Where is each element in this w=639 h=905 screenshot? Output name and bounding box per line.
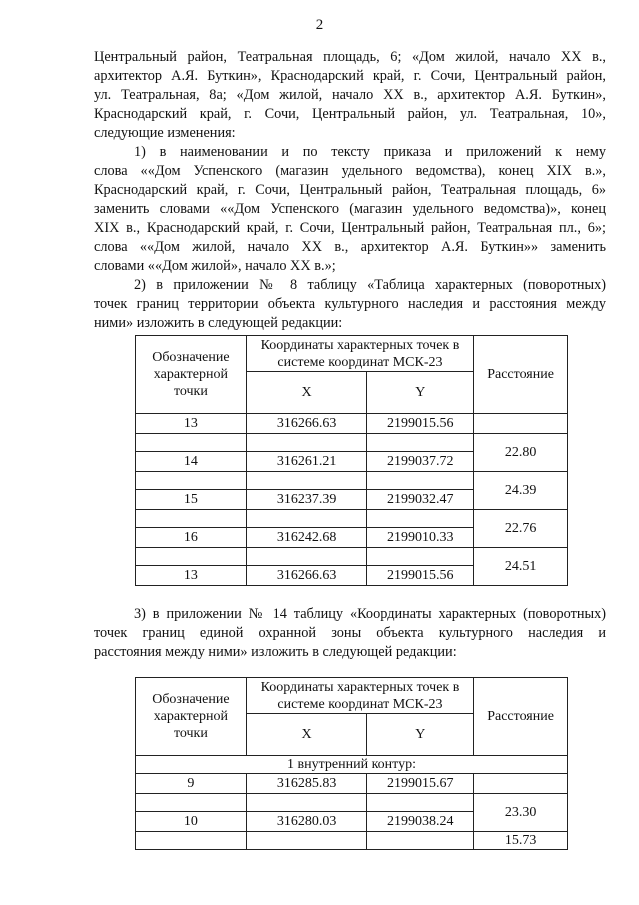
coordinates-table-2 (135, 677, 568, 850)
header-x: X (246, 714, 367, 756)
item-3-line: точек границ единой охранной зоны объекта культурного наследия и (94, 625, 606, 641)
x-value: 316280.03 (246, 812, 367, 832)
item-2-paragraph (94, 276, 606, 333)
item-1-line: слова ««Дом Успенского (магазин удельного ведомства), конец XIX в.», (94, 163, 606, 179)
distance-value: 22.80 (474, 434, 568, 472)
header-distance: Расстояние (474, 678, 568, 756)
header-y: Y (367, 372, 474, 414)
page-number: 2 (315, 17, 324, 33)
section-label: 1 внутренний контур: (136, 756, 568, 774)
y-value: 2199032.47 (367, 490, 474, 510)
table-row (136, 832, 568, 850)
y-value: 2199037.72 (367, 452, 474, 472)
x-value: 316261.21 (246, 452, 367, 472)
item-1-line: слова ««Дом жилой, начало XX в., архитектор А.Я. Буткин»» заменить (94, 239, 606, 255)
x-value: 316237.39 (246, 490, 367, 510)
distance-value: 23.30 (474, 794, 568, 832)
distance-value: 24.51 (474, 548, 568, 586)
x-value: 316266.63 (246, 414, 367, 434)
x-value: 316242.68 (246, 528, 367, 548)
distance-value: 24.39 (474, 472, 568, 510)
point-id: 9 (136, 774, 247, 794)
header-distance: Расстояние (474, 336, 568, 414)
y-value: 2199010.33 (367, 528, 474, 548)
point-id: 15 (136, 490, 247, 510)
item-1-line: XIX в., Краснодарский край, г. Сочи, Центральный район, Театральная пл., 6»; (94, 220, 606, 236)
table-row (136, 434, 568, 452)
y-value: 2199015.56 (367, 566, 474, 586)
item-2-line: 2) в приложении № 8 таблицу «Таблица характерных (поворотных) (134, 277, 606, 293)
x-value: 316266.63 (246, 566, 367, 586)
item-3-line: расстояния между ними» изложить в следующей редакции: (94, 644, 457, 660)
header-y: Y (367, 714, 474, 756)
header-coords: Координаты характерных точек в системе координат МСК-23 (246, 678, 473, 714)
header-coords: Координаты характерных точек в системе координат МСК-23 (246, 336, 473, 372)
point-id: 13 (136, 414, 247, 434)
header-point: Обозначение характерной точки (136, 336, 247, 414)
point-id: 14 (136, 452, 247, 472)
item-2-line: точек границ территории объекта культурного наследия и расстояния между (94, 296, 606, 312)
item-1-paragraph (94, 143, 606, 276)
y-value: 2199038.24 (367, 812, 474, 832)
table-row (136, 414, 568, 434)
table-row (136, 472, 568, 490)
distance-value: 22.76 (474, 510, 568, 548)
item-3-paragraph (94, 605, 606, 662)
header-x: X (246, 372, 367, 414)
table-row (136, 548, 568, 566)
header-point: Обозначение характерной точки (136, 678, 247, 756)
point-id: 10 (136, 812, 247, 832)
intro-line: архитектор А.Я. Буткин», Краснодарский край, г. Сочи, Центральный район, (94, 68, 606, 84)
y-value: 2199015.67 (367, 774, 474, 794)
item-3-line: 3) в приложении № 14 таблицу «Координаты характерных (поворотных) (134, 606, 606, 622)
point-id: 13 (136, 566, 247, 586)
intro-line: ул. Театральная, 8а; «Дом жилой, начало XX в., архитектор А.Я. Буткин», (94, 87, 606, 103)
item-1-line: заменить словами ««Дом Успенского (магазин удельного ведомства)», конец (94, 201, 606, 217)
intro-line: Краснодарский край, г. Сочи, Центральный район, ул. Театральная, 10», (94, 106, 606, 122)
point-id: 16 (136, 528, 247, 548)
table-row (136, 774, 568, 794)
y-value: 2199015.56 (367, 414, 474, 434)
table-row (136, 510, 568, 528)
item-2-line: ними» изложить в следующей редакции: (94, 315, 343, 331)
coordinates-table-1 (135, 335, 568, 586)
item-1-line: Краснодарский край, г. Сочи, Центральный район, Театральная площадь, 6» (94, 182, 606, 198)
intro-line: Центральный район, Театральная площадь, 6; «Дом жилой, начало XX в., (94, 49, 606, 65)
distance-value: 15.73 (474, 832, 568, 850)
table-row (136, 756, 568, 774)
intro-line: следующие изменения: (94, 125, 236, 141)
item-1-line: 1) в наименовании и по тексту приказа и приложений к нему (134, 144, 606, 160)
table-row (136, 794, 568, 812)
intro-paragraph (94, 48, 606, 143)
x-value: 316285.83 (246, 774, 367, 794)
item-1-line: словами ««Дом жилой», начало XX в.»; (94, 258, 336, 274)
